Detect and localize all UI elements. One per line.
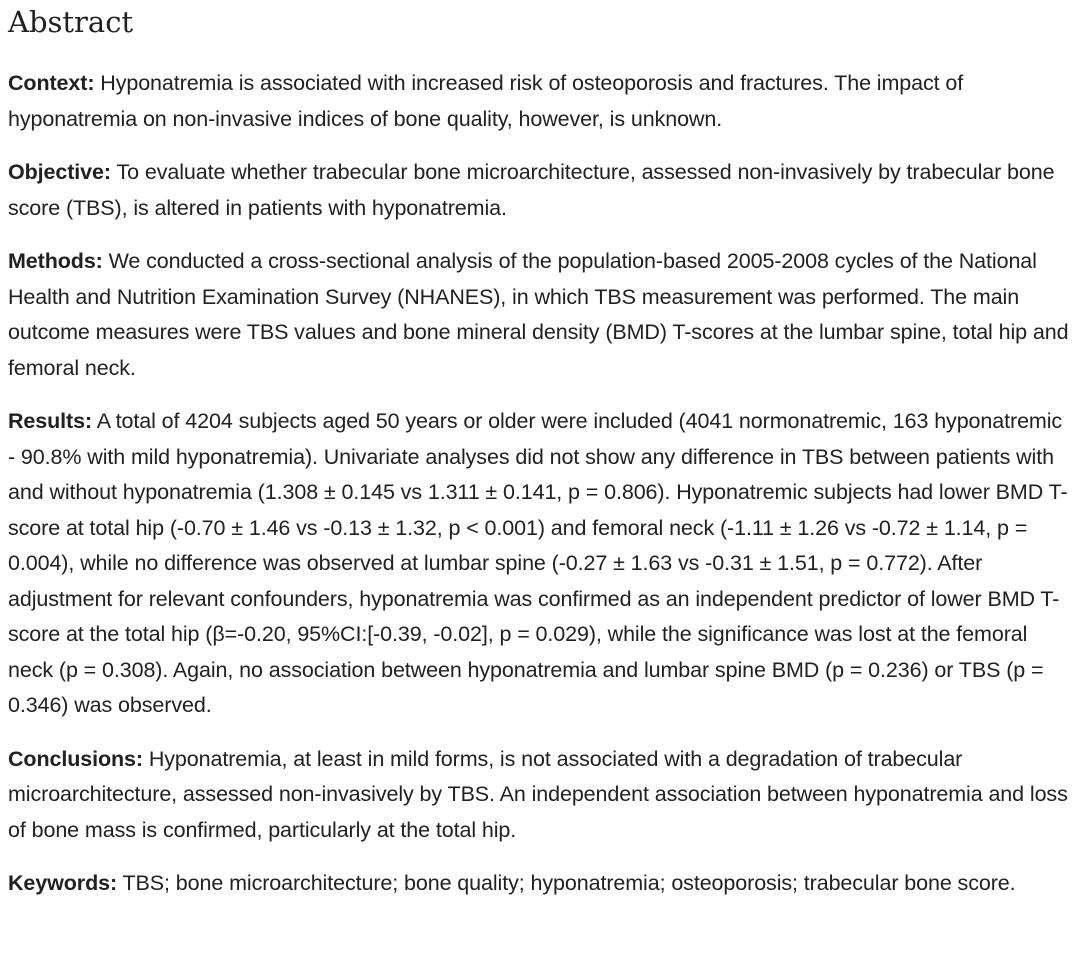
context-text: Hyponatremia is associated with increased risk of osteoporosis and fractures. The impact of hyponatremia on non-invasive indices of bone quality, however, is unknown. bbox=[8, 71, 964, 131]
abstract-keywords bbox=[8, 866, 1074, 902]
abstract-context bbox=[8, 66, 1074, 137]
objective-text: To evaluate whether trabecular bone microarchitecture, assessed non-invasively by trabecular bone score (TBS), is altered in patients with hyponatremia. bbox=[8, 160, 1055, 220]
conclusions-text: Hyponatremia, at least in mild forms, is not associated with a degradation of trabecular microarchitecture, assessed non-invasively by TBS. An independent association between hyponatremia and loss of bone mass is confirmed, particularly at the total hip. bbox=[8, 746, 1068, 842]
context-label: Context: bbox=[8, 71, 95, 95]
methods-text: We conducted a cross-sectional analysis of the population-based 2005-2008 cycles of the National Health and Nutrition Examination Survey (NHANES), in which TBS measurement was performed. The main outcome measures were TBS values and bone mineral density (BMD) T-scores at the lumbar spine, total hip and femoral neck. bbox=[8, 249, 1069, 380]
abstract-objective bbox=[8, 155, 1074, 226]
keywords-text: TBS; bone microarchitecture; bone quality; hyponatremia; osteoporosis; trabecular bone score. bbox=[122, 871, 1016, 895]
abstract-heading: Abstract bbox=[8, 5, 134, 39]
abstract-methods bbox=[8, 244, 1074, 386]
methods-label: Methods: bbox=[8, 249, 103, 273]
results-label: Results: bbox=[8, 409, 93, 433]
abstract-conclusions bbox=[8, 742, 1074, 849]
conclusions-label: Conclusions: bbox=[8, 746, 143, 771]
results-text: A total of 4204 subjects aged 50 years or older were included (4041 normonatremic, 163 hyponatremic - 90.8% with mild hyponatremia). Univariate analyses did not show any difference in TBS between patients with and without hyponatremia (1.308 ± 0.145 vs 1.311 ± 0.141, p = 0.806). Hyponatremic subjects had lower BMD T-score at total hip (-0.70 ± 1.46 vs -0.13 ± 1.32, p < 0.001) and femoral neck (-1.11 ± 1.26 vs -0.72 ± 1.14, p = 0.004), while no difference was observed at lumbar spine (-0.27 ± 1.63 vs -0.31 ± 1.51, p = 0.772). After adjustment for relevant confounders, hyponatremia was confirmed as an independent predictor of lower BMD T-score at the total hip (β=-0.20, 95%CI:[-0.39, -0.02], p = 0.029), while the significance was lost at the femoral neck (p = 0.308). Again, no association between hyponatremia and lumbar spine BMD (p = 0.236) or TBS (p = 0.346) was observed. bbox=[8, 409, 1068, 717]
objective-label: Objective: bbox=[8, 160, 111, 184]
keywords-label: Keywords: bbox=[8, 871, 118, 895]
abstract-results bbox=[8, 404, 1074, 724]
